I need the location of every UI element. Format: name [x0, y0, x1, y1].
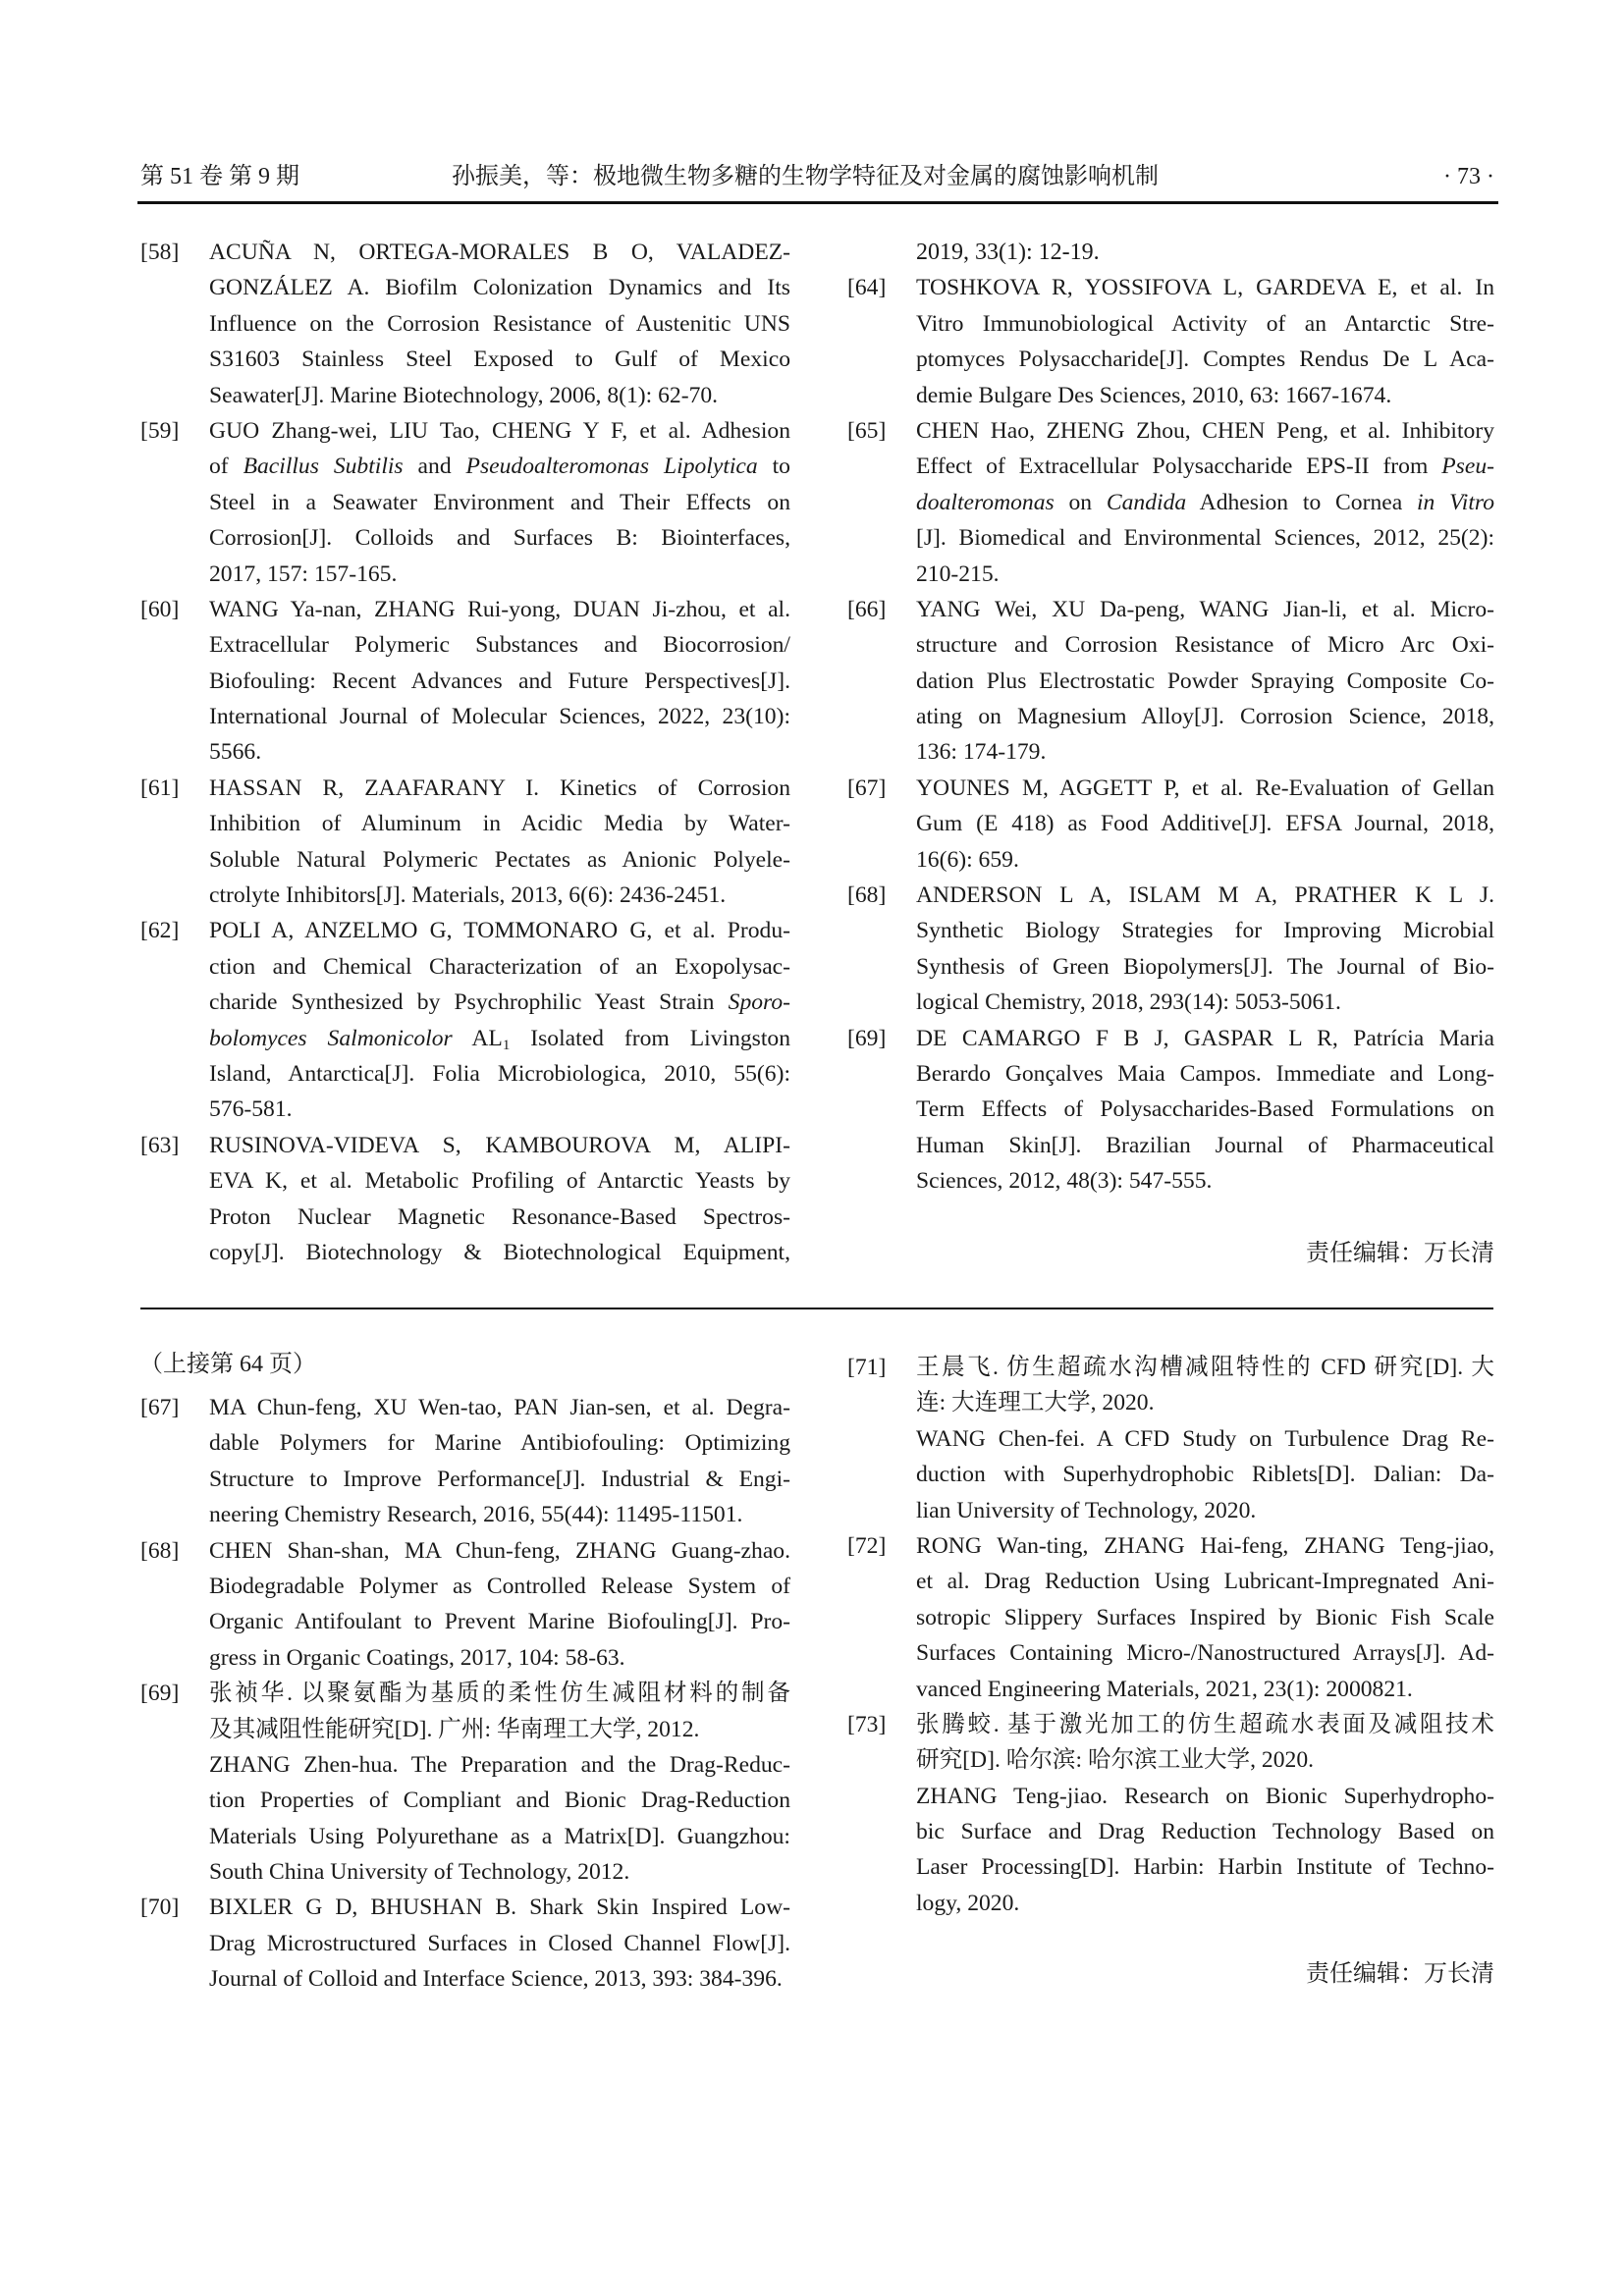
reference-item [140, 1390, 790, 1533]
reference-line: Seawater[J]. Marine Biotechnology, 2006, 8(1): 62-70. [209, 382, 719, 408]
continued-from-note: （上接第 64 页） [139, 1352, 316, 1377]
reference-line: Biofouling: Recent Advances and Future Perspectives[J]. [209, 667, 790, 694]
reference-item [847, 878, 1494, 1021]
references-bottom-right [847, 1350, 1494, 1921]
reference-line: S31603 Stainless Steel Exposed to Gulf of Mexico [209, 347, 790, 373]
italic-term: Pseu- [1441, 454, 1494, 480]
section-divider [140, 1308, 1493, 1309]
reference-line: Human Skin[J]. Brazilian Journal of Pharmaceutical [916, 1132, 1494, 1158]
reference-line: 5566. [209, 739, 262, 766]
reference-line: Surfaces Containing Micro-/Nanostructured Arrays[J]. Ad- [916, 1640, 1494, 1667]
reference-line: Influence on the Corrosion Resistance of Austenitic UNS [209, 310, 790, 337]
references-top-right [847, 235, 1494, 1200]
reference-line: BIXLER G D, BHUSHAN B. Shark Skin Inspired Low- [209, 1895, 790, 1921]
references-bottom-left [140, 1390, 790, 1998]
reference-line: Laser Processing[D]. Harbin: Harbin Institute of Techno- [916, 1854, 1494, 1881]
reference-line: dable Polymers for Marine Antibiofouling: Optimizing [209, 1430, 790, 1457]
reference-number: [66] [847, 596, 887, 622]
reference-number: [59] [140, 417, 180, 444]
reference-line: 16(6): 659. [916, 846, 1019, 873]
reference-line: neering Chemistry Research, 2016, 55(44): 11495-11501. [209, 1502, 743, 1528]
reference-line: MA Chun-feng, XU Wen-tao, PAN Jian-sen, et al. Degra- [209, 1395, 790, 1420]
reference-line: 136: 174-179. [916, 739, 1047, 766]
reference-line: Sciences, 2012, 48(3): 547-555. [916, 1168, 1213, 1195]
reference-line: lian University of Technology, 2020. [916, 1497, 1257, 1523]
reference-line [209, 449, 790, 484]
text-segment: and [403, 454, 466, 480]
reference-line: 王晨飞. 仿生超疏水沟槽减阻特性的 CFD 研究[D]. 大 [916, 1355, 1494, 1380]
reference-line: ANDERSON L A, ISLAM M A, PRATHER K L J. [916, 882, 1494, 909]
reference-line [209, 1021, 790, 1056]
reference-line [916, 485, 1494, 520]
reference-number: [71] [847, 1355, 887, 1380]
text-segment: of [209, 454, 244, 480]
reference-line: 连: 大连理工大学, 2020. [916, 1390, 1155, 1416]
reference-line: Inhibition of Aluminum in Acidic Media by Water- [209, 811, 790, 837]
reference-line: Synthetic Biology Strategies for Improving Microbial [916, 918, 1494, 944]
text-segment: Effect of Extracellular Polysaccharide EPS-II from [916, 454, 1442, 480]
reference-continuation: 2019, 33(1): 12-19. [916, 240, 1100, 265]
reference-line: duction with Superhydrophobic Riblets[D]. Dalian: Da- [916, 1462, 1494, 1488]
reference-line: 及其减阻性能研究[D]. 广州: 华南理工大学, 2012. [209, 1716, 700, 1742]
text-segment: 1 [502, 1037, 511, 1053]
reference-line: tion Properties of Compliant and Bionic Drag-Reduction [209, 1788, 790, 1814]
reference-line: vanced Engineering Materials, 2021, 23(1): 2000821. [916, 1676, 1413, 1702]
reference-line: Structure to Improve Performance[J]. Industrial & Engi- [209, 1466, 790, 1492]
reference-item [140, 771, 790, 914]
reference-number: [67] [140, 1395, 180, 1420]
reference-line: ACUÑA N, ORTEGA-MORALES B O, VALADEZ- [209, 240, 790, 265]
text-segment: Adhesion to Cornea [1186, 489, 1417, 515]
reference-line: CHEN Hao, ZHENG Zhou, CHEN Peng, et al. Inhibitory [916, 417, 1494, 444]
reference-line: 210-215. [916, 561, 1000, 587]
running-title: 孙振美，等：极地微生物多糖的生物学特征及对金属的腐蚀影响机制 [452, 164, 1159, 189]
reference-line: International Journal of Molecular Sciences, 2022, 23(10): [209, 704, 790, 730]
reference-line: Steel in a Seawater Environment and Their Effects on [209, 489, 790, 515]
text-segment: on [1054, 489, 1107, 515]
volume-issue: 第 51 卷 第 9 期 [140, 164, 299, 189]
reference-line: Drag Microstructured Surfaces in Closed Channel Flow[J]. [209, 1930, 790, 1956]
reference-line: POLI A, ANZELMO G, TOMMONARO G, et al. Produ- [209, 918, 790, 944]
reference-line: Berardo Gonçalves Maia Campos. Immediate and Long- [916, 1061, 1494, 1087]
reference-line: ctrolyte Inhibitors[J]. Materials, 2013, 6(6): 2436-2451. [209, 882, 727, 909]
text-segment: AL [452, 1025, 503, 1051]
italic-term: Bacillus Subtilis [243, 454, 404, 480]
reference-line: demie Bulgare Des Sciences, 2010, 63: 1667-1674. [916, 382, 1392, 408]
reference-line: South China University of Technology, 2012. [209, 1859, 630, 1886]
reference-line: 张腾蛟. 基于激光加工的仿生超疏水表面及减阻技术 [916, 1711, 1494, 1737]
reference-line: 2017, 157: 157-165. [209, 561, 398, 587]
reference-line: WANG Chen-fei. A CFD Study on Turbulence Drag Re- [916, 1425, 1494, 1452]
reference-number: [65] [847, 417, 887, 444]
reference-number: [68] [847, 882, 887, 909]
reference-line: Materials Using Polyurethane as a Matrix[D]. Guangzhou: [209, 1823, 790, 1849]
reference-line: HASSAN R, ZAAFARANY I. Kinetics of Corrosion [209, 774, 790, 801]
reference-line: logical Chemistry, 2018, 293(14): 5053-5061. [916, 989, 1341, 1016]
responsible-editor: 责任编辑：万长清 [1306, 1241, 1494, 1266]
reference-item [140, 1676, 790, 1890]
responsible-editor-bottom: 责任编辑：万长清 [1306, 1961, 1494, 1987]
reference-number: [62] [140, 918, 180, 944]
reference-item [847, 270, 1494, 413]
reference-line: 张祯华. 以聚氨酯为基质的柔性仿生减阻材料的制备 [209, 1681, 790, 1707]
reference-item [140, 913, 790, 1127]
italic-term: Candida [1106, 489, 1187, 515]
reference-item [140, 235, 790, 413]
reference-line: YANG Wei, XU Da-peng, WANG Jian-li, et al. Micro- [916, 596, 1494, 622]
reference-line: Biodegradable Polymer as Controlled Release System of [209, 1573, 790, 1599]
reference-line [916, 449, 1494, 484]
page-number: · 73 · [1443, 164, 1494, 189]
reference-item [140, 592, 790, 771]
reference-line: EVA K, et al. Metabolic Profiling of Antarctic Yeasts by [209, 1168, 790, 1195]
reference-line: ZHANG Teng-jiao. Research on Bionic Superhydropho- [916, 1783, 1494, 1809]
reference-line: ction and Chemical Characterization of an Exopolysac- [209, 953, 790, 980]
reference-line: dation Plus Electrostatic Powder Spraying Composite Co- [916, 667, 1494, 694]
reference-line: Synthesis of Green Biopolymers[J]. The Journal of Bio- [916, 953, 1494, 980]
reference-line: Island, Antarctica[J]. Folia Microbiologica, 2010, 55(6): [209, 1060, 790, 1087]
reference-number: [58] [140, 240, 180, 265]
reference-line: Extracellular Polymeric Substances and Biocorrosion/ [209, 632, 790, 659]
reference-line: Journal of Colloid and Interface Science, 2013, 393: 384-396. [209, 1966, 783, 1993]
reference-number: [63] [140, 1132, 180, 1158]
reference-line: copy[J]. Biotechnology & Biotechnological Equipment, [209, 1239, 790, 1265]
reference-line: Term Effects of Polysaccharides-Based Formulations on [916, 1096, 1494, 1123]
reference-line: GONZÁLEZ A. Biofilm Colonization Dynamics and Its [209, 275, 790, 301]
reference-item [140, 1128, 790, 1271]
reference-number: [68] [140, 1537, 180, 1564]
reference-item [847, 1021, 1494, 1200]
reference-item [847, 1707, 1494, 1921]
reference-line: ZHANG Zhen-hua. The Preparation and the Drag-Reduc- [209, 1751, 790, 1778]
reference-line: structure and Corrosion Resistance of Micro Arc Oxi- [916, 632, 1494, 659]
reference-item [847, 1350, 1494, 1528]
header-rule [137, 201, 1498, 204]
reference-line: ptomyces Polysaccharide[J]. Comptes Rendus De L Aca- [916, 347, 1494, 373]
reference-line: DE CAMARGO F B J, GASPAR L R, Patrícia Maria [916, 1025, 1494, 1051]
text-segment: to [757, 454, 790, 480]
reference-item [847, 592, 1494, 771]
italic-term: Pseudoalteromonas Lipolytica [465, 454, 758, 480]
reference-line: RONG Wan-ting, ZHANG Hai-feng, ZHANG Teng-jiao, [916, 1532, 1494, 1559]
reference-number: [61] [140, 774, 180, 801]
reference-line: TOSHKOVA R, YOSSIFOVA L, GARDEVA E, et al. In [916, 275, 1494, 301]
reference-line: CHEN Shan-shan, MA Chun-feng, ZHANG Guang-zhao. [209, 1537, 790, 1564]
reference-number: [60] [140, 596, 180, 622]
reference-line: ating on Magnesium Alloy[J]. Corrosion Science, 2018, [916, 704, 1494, 730]
reference-item [140, 413, 790, 592]
reference-line: bic Surface and Drag Reduction Technology Based on [916, 1819, 1494, 1845]
reference-number: [73] [847, 1711, 887, 1737]
reference-line: logy, 2020. [916, 1890, 1020, 1916]
reference-line: Proton Nuclear Magnetic Resonance-Based Spectros- [209, 1203, 790, 1230]
reference-line: YOUNES M, AGGETT P, et al. Re-Evaluation of Gellan [916, 774, 1494, 801]
reference-line: Vitro Immunobiological Activity of an Antarctic Stre- [916, 310, 1494, 337]
italic-term: doalteromonas [916, 489, 1055, 515]
reference-line: Soluble Natural Polymeric Pectates as Anionic Polyele- [209, 846, 790, 873]
reference-line: [J]. Biomedical and Environmental Sciences, 2012, 25(2): [916, 525, 1494, 552]
reference-item [140, 1533, 790, 1677]
reference-line: Corrosion[J]. Colloids and Surfaces B: Biointerfaces, [209, 525, 790, 552]
reference-number: [72] [847, 1532, 887, 1559]
reference-line: GUO Zhang-wei, LIU Tao, CHENG Y F, et al. Adhesion [209, 417, 790, 444]
italic-term: in Vitro [1416, 489, 1495, 515]
text-segment: Isolated from Livingston [510, 1025, 790, 1051]
references-top-left [140, 235, 790, 1270]
reference-line: sotropic Slippery Surfaces Inspired by Bionic Fish Scale [916, 1604, 1494, 1630]
reference-item [140, 1890, 790, 1997]
reference-number: [64] [847, 275, 887, 301]
reference-line: et al. Drag Reduction Using Lubricant-Impregnated Ani- [916, 1569, 1494, 1595]
reference-item [847, 413, 1494, 592]
reference-number: [69] [847, 1025, 887, 1051]
reference-line: Organic Antifoulant to Prevent Marine Biofouling[J]. Pro- [209, 1609, 790, 1635]
reference-number: [69] [140, 1681, 180, 1707]
reference-line: Gum (E 418) as Food Additive[J]. EFSA Journal, 2018, [916, 811, 1494, 837]
reference-item [847, 771, 1494, 878]
reference-line: 576-581. [209, 1096, 293, 1123]
reference-line: WANG Ya-nan, ZHANG Rui-yong, DUAN Ji-zhou, et al. [209, 596, 790, 622]
reference-line [209, 985, 790, 1020]
reference-number: [70] [140, 1895, 180, 1921]
text-segment: charide Synthesized by Psychrophilic Yeast Strain [209, 989, 729, 1016]
reference-line: 研究[D]. 哈尔滨: 哈尔滨工业大学, 2020. [916, 1747, 1315, 1774]
reference-item [847, 1528, 1494, 1707]
reference-line: RUSINOVA-VIDEVA S, KAMBOUROVA M, ALIPI- [209, 1132, 790, 1158]
reference-number: [67] [847, 774, 887, 801]
italic-term: bolomyces Salmonicolor [209, 1025, 453, 1051]
italic-term: Sporo- [728, 989, 790, 1016]
reference-line: gress in Organic Coatings, 2017, 104: 58-63. [209, 1644, 625, 1671]
